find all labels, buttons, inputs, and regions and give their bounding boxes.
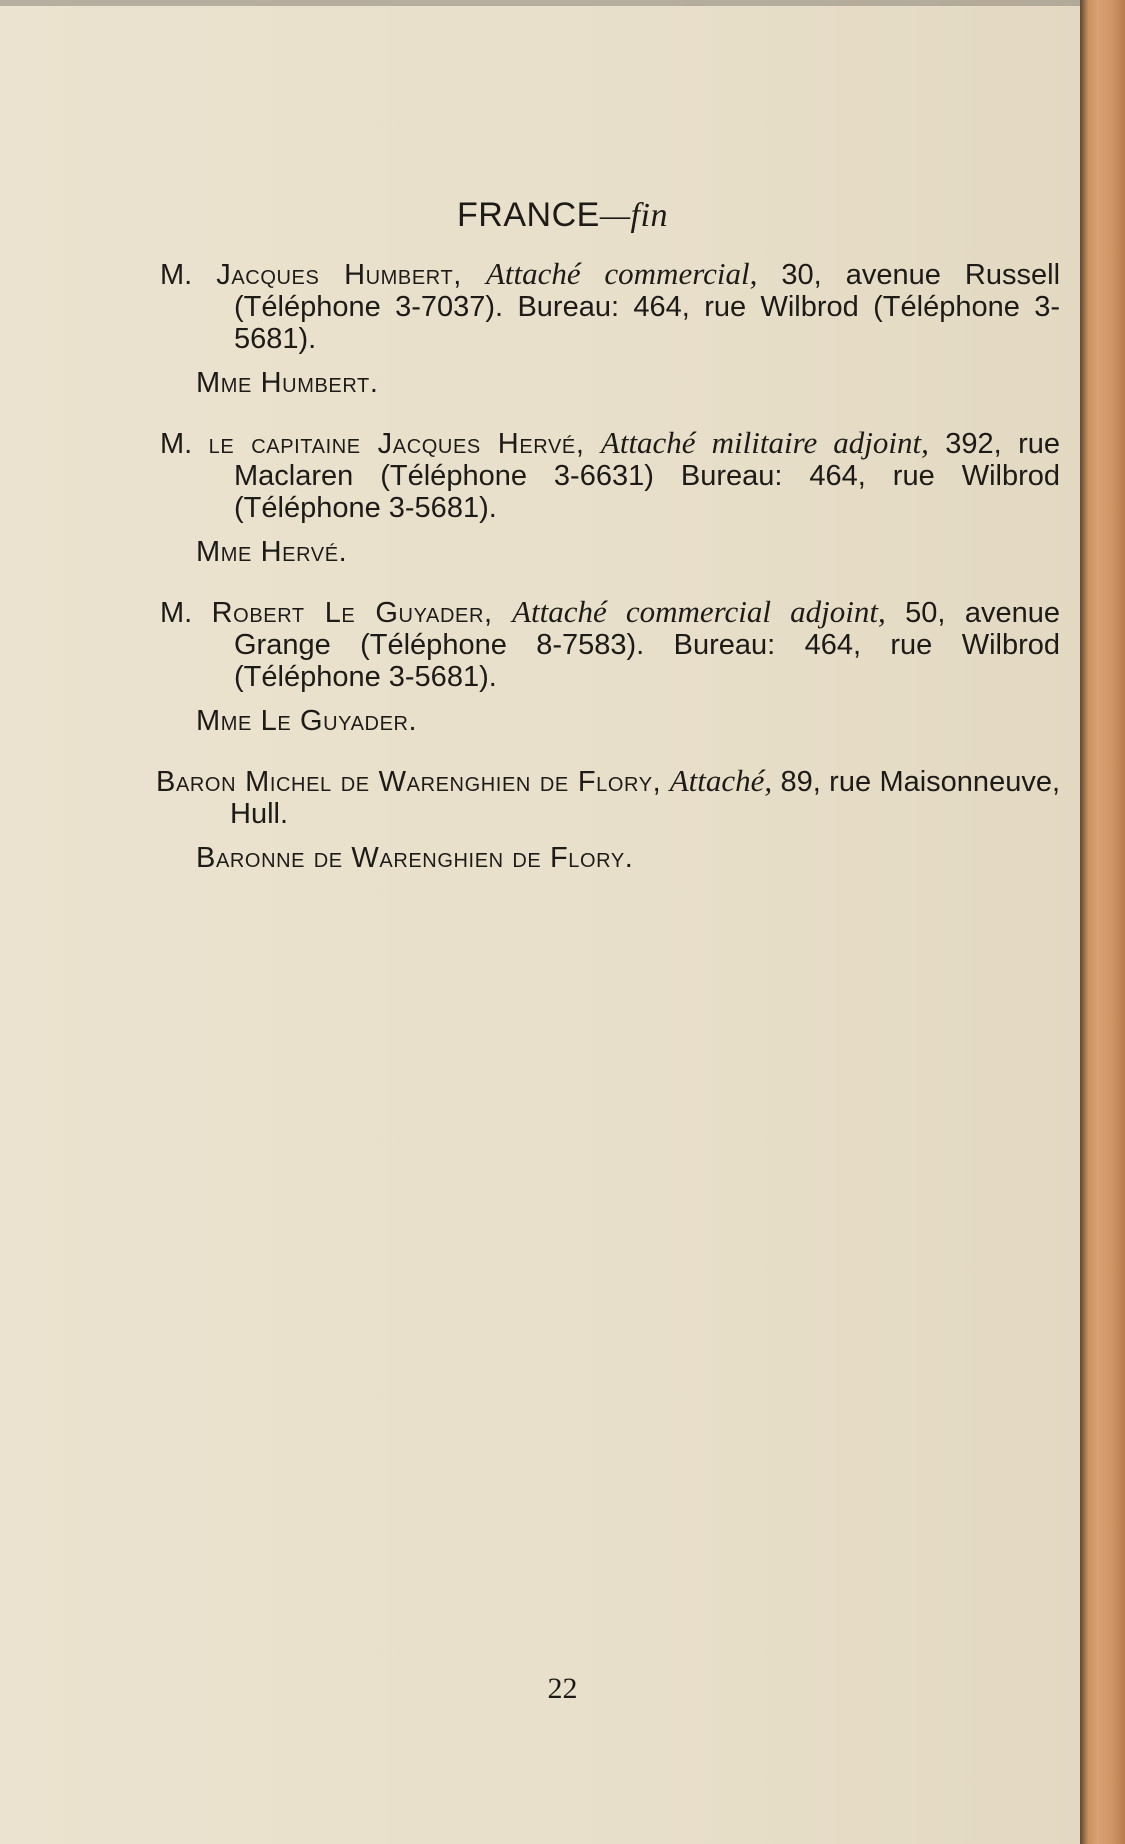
directory-entries [156,256,1061,902]
entry-name: Robert Le Guyader, [211,597,493,629]
entry-role: Attaché commercial adjoint, [512,594,886,629]
entry-details: 50, avenue Grange (Téléphone 8-7583). Bureau: 464, rue Wilbrod (Téléphone 3-5681). [234,597,1060,693]
entry-details: 392, rue Maclaren (Téléphone 3-6631) Bureau: 464, rue Wilbrod (Téléphone 3-5681). [234,428,1061,524]
entry-spouse: Mme Le Guyader. [196,705,418,737]
page-title-suffix: —fin [599,197,668,234]
entry-text [160,258,1060,355]
entry-spouse: Baronne de Warenghien de Flory. [196,842,634,874]
entry-name: le capitaine Jacques Hervé, [208,428,585,460]
entry-name: Baron Michel de Warenghien de Flory, [156,766,662,798]
directory-entry [160,258,1060,399]
directory-entry [156,763,1061,874]
page-title [0,196,1125,235]
directory-entry [160,596,1060,737]
page-top-edge [0,0,1085,6]
entry-role: Attaché commercial, [486,256,758,291]
entry-details: 30, avenue Russell (Téléphone 3-7037). Bureau: 464, rue Wilbrod (Téléphone 3-5681). [234,259,1061,355]
directory-entry [160,427,1060,568]
entry-spouse: Mme Hervé. [196,536,348,568]
entry-prefix: M. [160,259,193,291]
entry-text [156,765,1060,830]
book-fore-edge [1080,0,1125,1844]
entry-prefix: M. [160,428,193,460]
entry-role: Attaché, [669,763,773,798]
entry-role: Attaché militaire adjoint, [600,425,929,460]
page-title-country: FRANCE [457,196,600,234]
entry-prefix: M. [160,597,193,629]
page-number: 22 [547,1672,578,1705]
entry-details: 89, rue Maisonneuve, Hull. [230,766,1061,830]
entry-name: Jacques Humbert, [216,259,462,291]
entry-text [160,596,1060,693]
entry-text [160,427,1060,524]
entry-spouse: Mme Humbert. [196,367,379,399]
